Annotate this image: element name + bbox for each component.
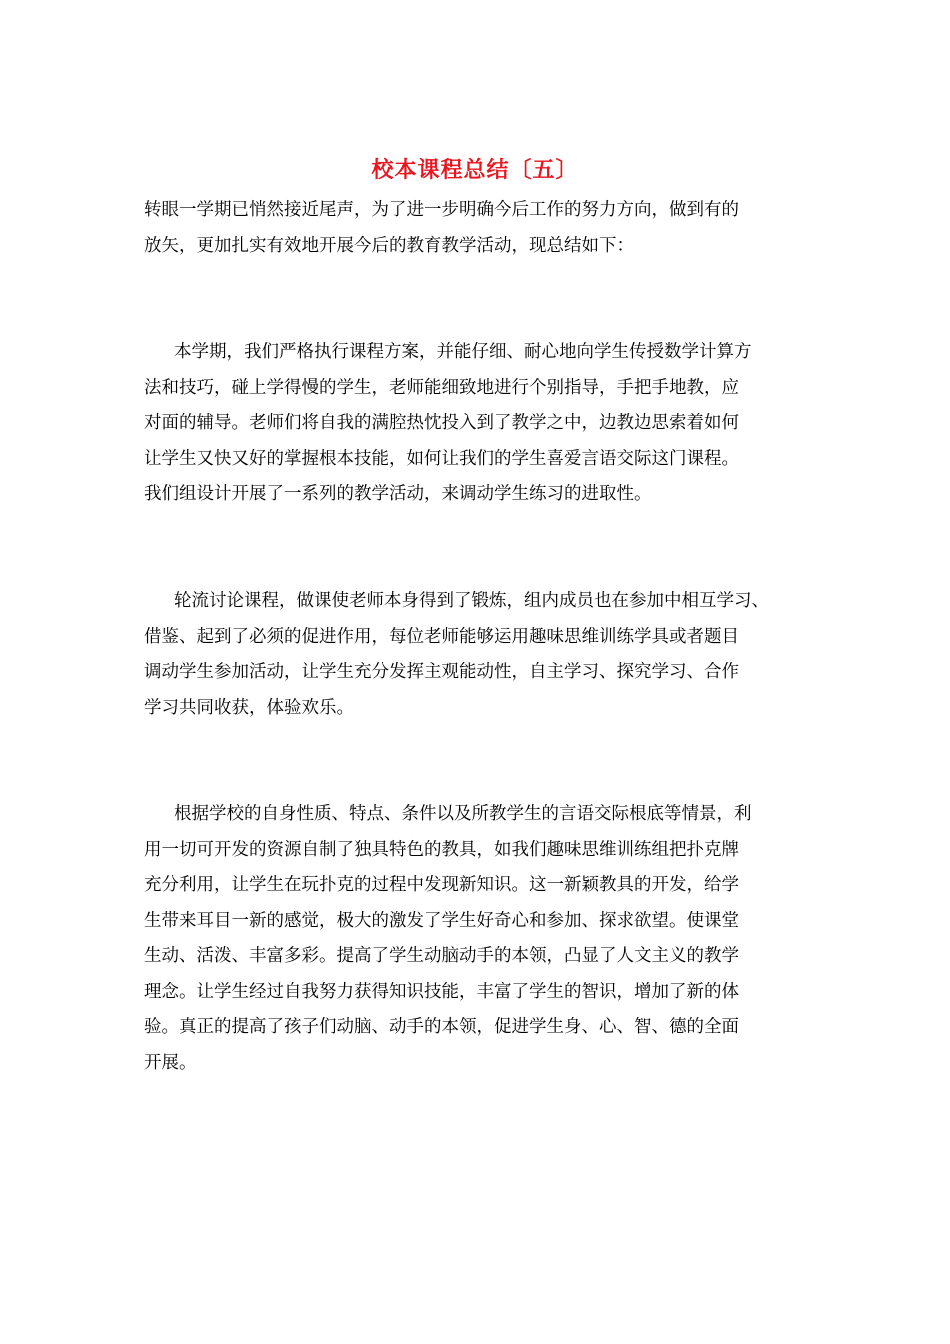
paragraph-line: 对面的辅导。老师们将自我的满腔热忱投入到了教学之中，边教边思索着如何 [144,413,739,433]
paragraph-intro [144,193,806,264]
paragraph-line: 学习共同收获，体验欢乐。 [144,697,354,718]
paragraph-line: 转眼一学期已悄然接近尾声，为了进一步明确今后工作的努力方向，做到有的 [144,200,739,220]
paragraph-line: 充分利用，让学生在玩扑克的过程中发现新知识。这一新颖教具的开发，给学 [144,875,739,895]
paragraph-line: 调动学生参加活动，让学生充分发挥主观能动性，自主学习、探究学习、合作 [144,662,739,682]
paragraph-line: 根据学校的自身性质、特点、条件以及所教学生的言语交际根底等情景，利 [174,804,752,824]
paragraph-line: 轮流讨论课程，做课使老师本身得到了锻炼，组内成员也在参加中相互学习、 [174,591,769,611]
paragraph-resources [144,797,806,1081]
paragraph-line: 用一切可开发的资源自制了独具特色的教具，如我们趣味思维训练组把扑克牌 [144,839,739,860]
paragraph-line: 生带来耳目一新的感觉，极大的激发了学生好奇心和参加、探求欲望。使课堂 [144,910,739,931]
paragraph-line: 法和技巧，碰上学得慢的学生，老师能细致地进行个别指导，手把手地教，应 [144,377,739,398]
paragraph-line: 我们组设计开展了一系列的教学活动，来调动学生练习的进取性。 [144,484,652,504]
paragraph-line: 开展。 [144,1052,197,1073]
paragraph-line: 生动、活泼、丰富多彩。提高了学生动脑动手的本领，凸显了人文主义的教学 [144,946,739,966]
paragraph-line: 让学生又快又好的掌握根本技能，如何让我们的学生喜爱言语交际这门课程。 [144,448,739,469]
paragraph-line: 验。真正的提高了孩子们动脑、动手的本领，促进学生身、心、智、德的全面 [144,1017,739,1037]
paragraph-line: 借鉴、起到了必须的促进作用，每位老师能够运用趣味思维训练学具或者题目 [144,626,739,647]
paragraph-line: 放矢，更加扎实有效地开展今后的教育教学活动，现总结如下： [144,235,634,256]
document-title: 校本课程总结〔五〕 [371,157,579,183]
paragraph-line: 本学期，我们严格执行课程方案，并能仔细、耐心地向学生传授数学计算方 [174,342,752,362]
paragraph-discussion [144,584,806,726]
paragraph-line: 理念。让学生经过自我努力获得知识技能，丰富了学生的智识，增加了新的体 [144,981,739,1002]
paragraph-teaching [144,335,806,513]
